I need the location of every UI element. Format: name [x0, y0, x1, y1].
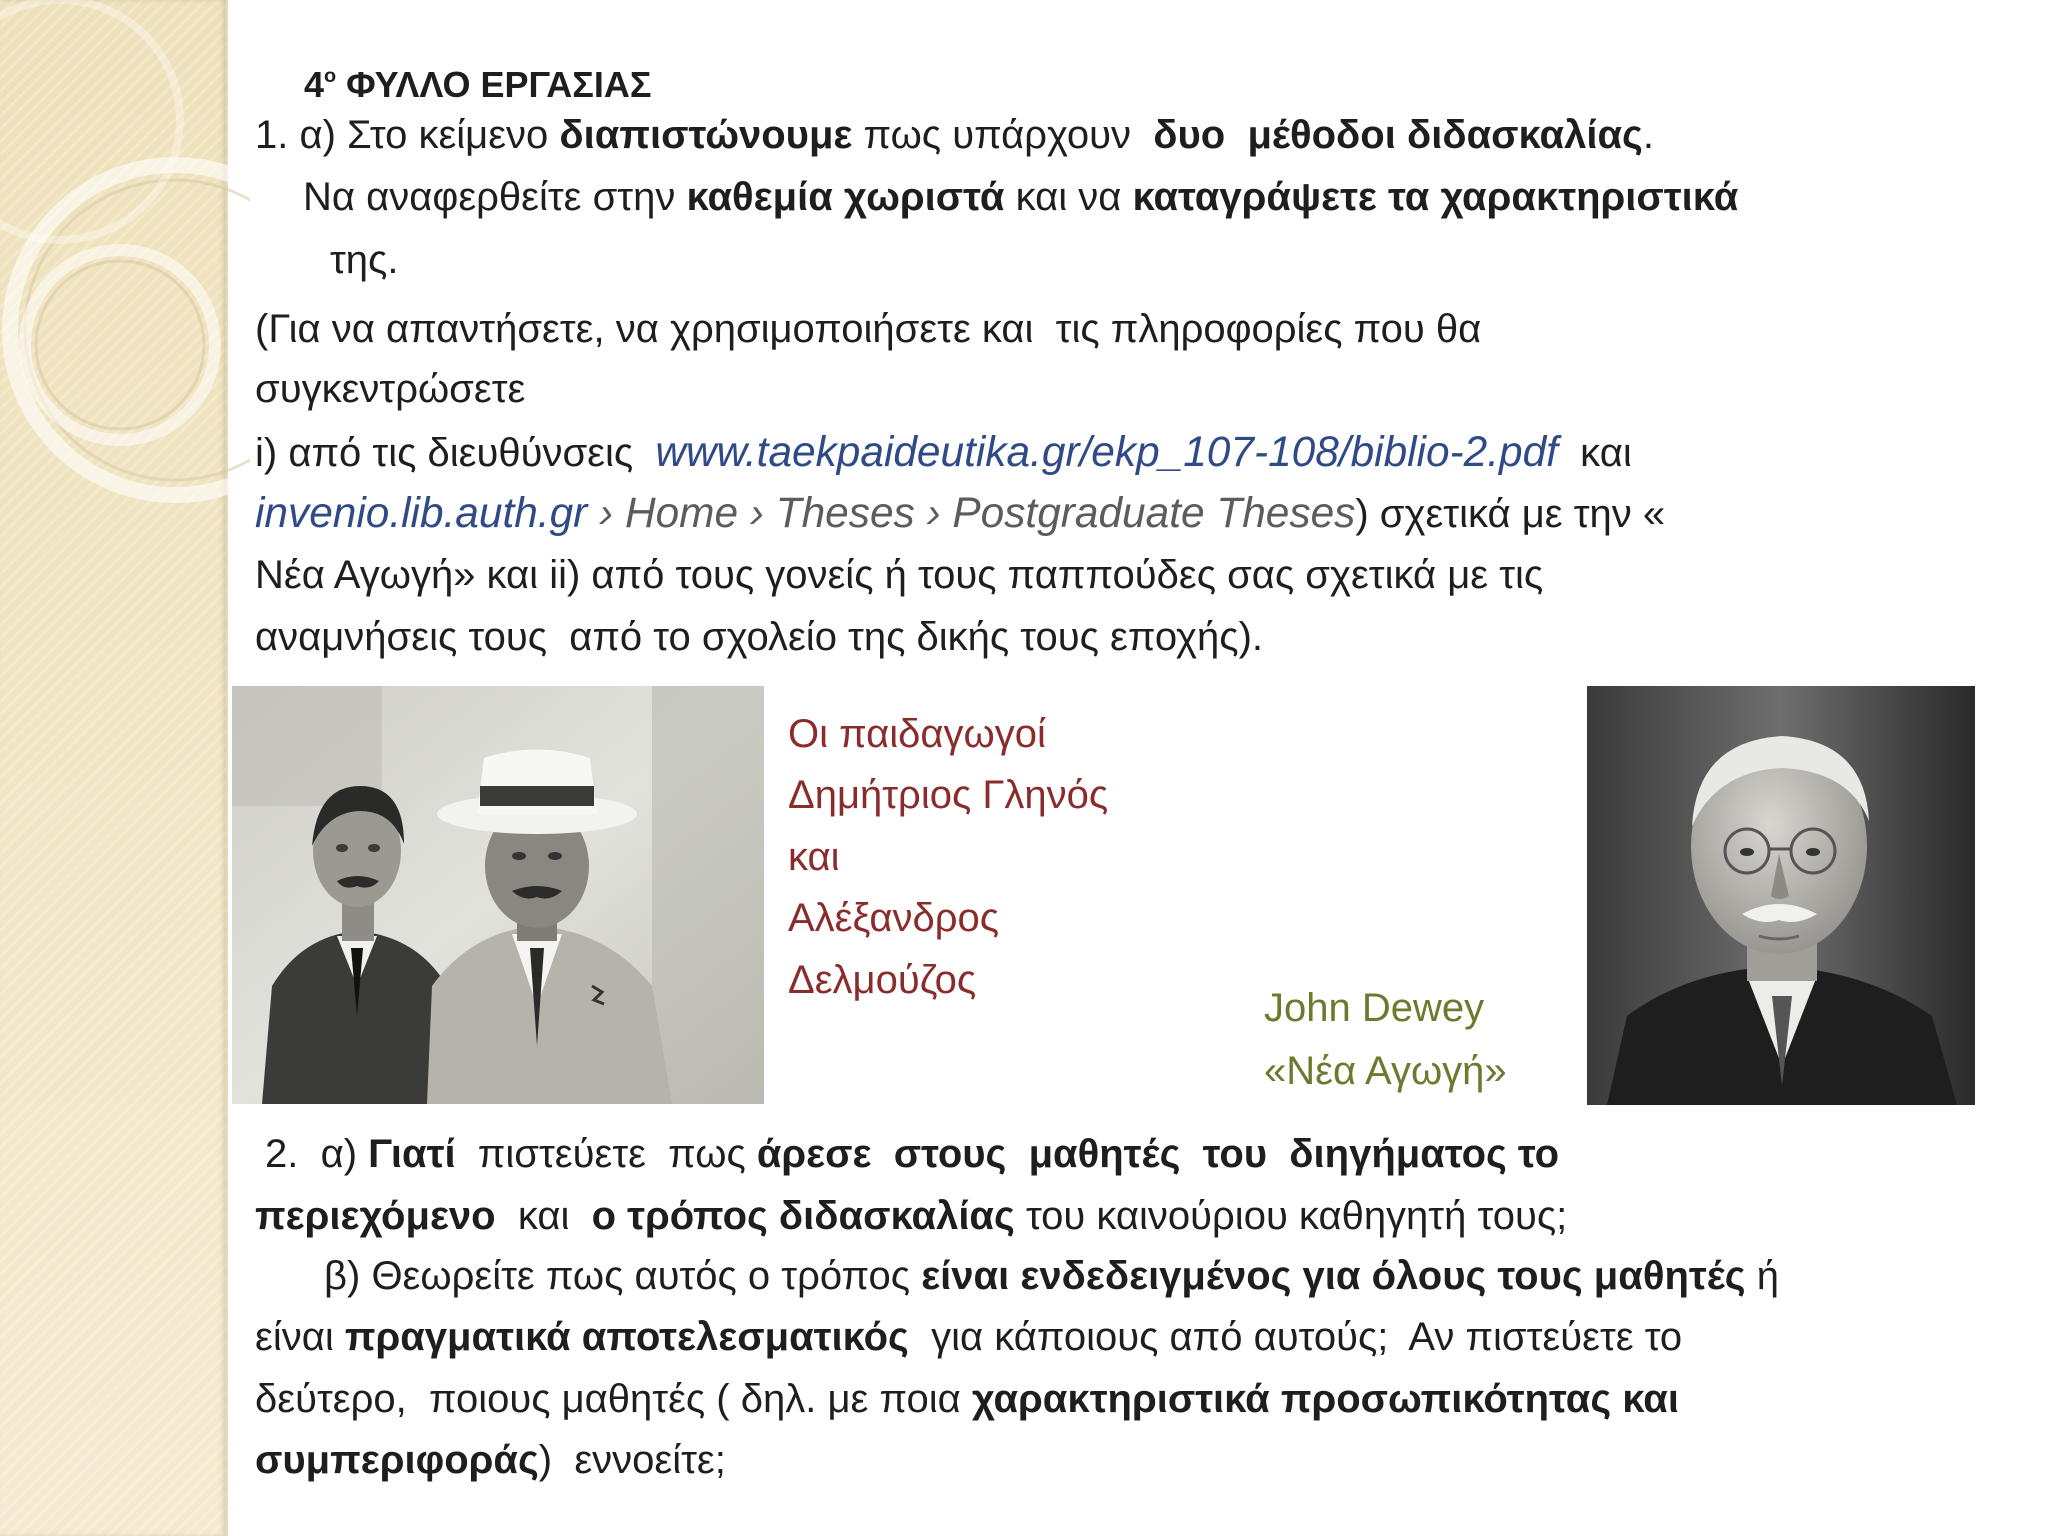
q2-l5-bold: χαρακτηριστικά προσωπικότητας και — [971, 1377, 1679, 1421]
q1-line-9 — [255, 613, 1263, 661]
glinos-delmouzos-photo — [232, 686, 764, 1104]
q2-l1-text: 2. α) — [265, 1132, 369, 1176]
caption-educators-line: Αλέξανδρος — [788, 896, 1000, 940]
q2-l4-bold: πραγματικά αποτελεσματικός — [344, 1315, 909, 1359]
john-dewey-photo — [1587, 686, 1975, 1105]
q2-l1-text: πιστεύετε πως — [455, 1132, 757, 1176]
q1-l2-text: Να αναφερθείτε στην — [303, 175, 687, 219]
caption-educators-line: Δημήτριος Γληνός — [788, 773, 1109, 817]
q2-l3-text: ή — [1745, 1254, 1779, 1298]
title-text: ΦΥΛΛΟ ΕΡΓΑΣΙΑΣ — [336, 63, 652, 105]
q2-l2-text: του καινούριου καθηγητή τους; — [1014, 1194, 1568, 1238]
caption-dewey-movement: «Νέα Αγωγή» — [1264, 1049, 1507, 1093]
q2-l4-text: είναι — [255, 1315, 345, 1359]
invenio-breadcrumb: › Home › Theses › Postgraduate Theses — [587, 489, 1356, 536]
q2-line-3 — [324, 1252, 1779, 1300]
q2-line-5 — [255, 1375, 1679, 1423]
invenio-link[interactable]: invenio.lib.auth.gr — [255, 489, 588, 536]
q1-l1-text: . — [1642, 113, 1654, 157]
q2-l1-bold: άρεσε στους μαθητές του διηγήματος το — [756, 1132, 1560, 1176]
q1-l5-text: συγκεντρώσετε — [255, 367, 526, 411]
q2-l2-text: και — [495, 1194, 592, 1238]
q1-l9-text: αναμνήσεις τους από το σχολείο της δικής τους εποχής). — [255, 615, 1264, 659]
caption-educators-line: Οι παιδαγωγοί — [788, 712, 1046, 756]
worksheet-title — [304, 52, 651, 109]
taekpaideutika-link[interactable]: www.taekpaideutika.gr/ekp_107-108/biblio-2.pdf — [655, 428, 1558, 475]
q1-line-8 — [255, 551, 1543, 599]
caption-educators-line: και — [788, 835, 840, 879]
q2-l3-bold: είναι ενδεδειγμένος για όλους τους μαθητές — [921, 1254, 1746, 1298]
q2-l5-text: δεύτερο, ποιους μαθητές ( δηλ. με ποια — [255, 1377, 972, 1421]
q2-l3-text: β) Θεωρείτε πως αυτός ο τρόπος — [324, 1254, 922, 1298]
q1-l1-text: 1. α) Στο κείμενο — [255, 113, 560, 157]
q1-l3-text: της. — [330, 238, 399, 282]
q1-line-1 — [255, 111, 1654, 159]
q1-l6-text: από τις διευθύνσεις — [277, 431, 656, 475]
q1-line-7 — [255, 489, 1665, 538]
q2-l6-bold: συμπεριφοράς — [255, 1438, 539, 1482]
q1-l2-bold: καθεμία χωριστά — [686, 175, 1005, 219]
q1-l8-text: Νέα Αγωγή» και — [255, 553, 550, 597]
q2-line-1 — [265, 1130, 1559, 1178]
q1-line-6 — [255, 428, 1632, 477]
q2-l2-bold: ο τρόπος διδασκαλίας — [591, 1194, 1015, 1238]
q1-line-3 — [330, 236, 398, 284]
q1-l2-text: και να — [1004, 175, 1133, 219]
q2-l6-text: ) εννοείτε; — [538, 1438, 726, 1482]
q2-line-6 — [255, 1436, 726, 1484]
q1-l7-text: σχετικά με την « — [1368, 492, 1666, 536]
q1-l1-text: πως υπάρχουν — [852, 113, 1154, 157]
title-superscript: ο — [324, 65, 337, 87]
q1-l1-bold: διαπιστώνουμε — [559, 113, 853, 157]
q1-line-4 — [255, 305, 1481, 353]
item-ii-label: ii) — [549, 553, 581, 597]
q2-line-2 — [255, 1192, 1567, 1240]
q1-l4-text: (Για να απαντήσετε, να χρησιμοποιήσετε και τις πληροφορίες που θα — [255, 307, 1482, 351]
q2-l1-bold: Γιατί — [368, 1132, 456, 1176]
q1-l1-bold: δυο μέθοδοι διδασκαλίας — [1153, 113, 1643, 157]
q2-line-4 — [255, 1313, 1682, 1361]
item-i-label: i) — [255, 431, 278, 475]
q1-l2-bold: καταγράψετε τα χαρακτηριστικά — [1132, 175, 1739, 219]
caption-dewey-name: John Dewey — [1264, 986, 1485, 1030]
closing-paren: ) — [1355, 492, 1369, 536]
caption-educators-line: Δελμούζος — [788, 958, 977, 1002]
q2-l4-text: για κάποιους από αυτούς; Αν πιστεύετε το — [908, 1315, 1683, 1359]
q1-l8-text: από τους γονείς ή τους παππούδες σας σχετικά με τις — [580, 553, 1544, 597]
q1-l6-text: και — [1557, 431, 1632, 475]
q1-line-5 — [255, 365, 525, 413]
q2-l2-bold: περιεχόμενο — [255, 1194, 496, 1238]
q1-line-2 — [303, 173, 1738, 221]
title-number: 4 — [304, 63, 325, 105]
